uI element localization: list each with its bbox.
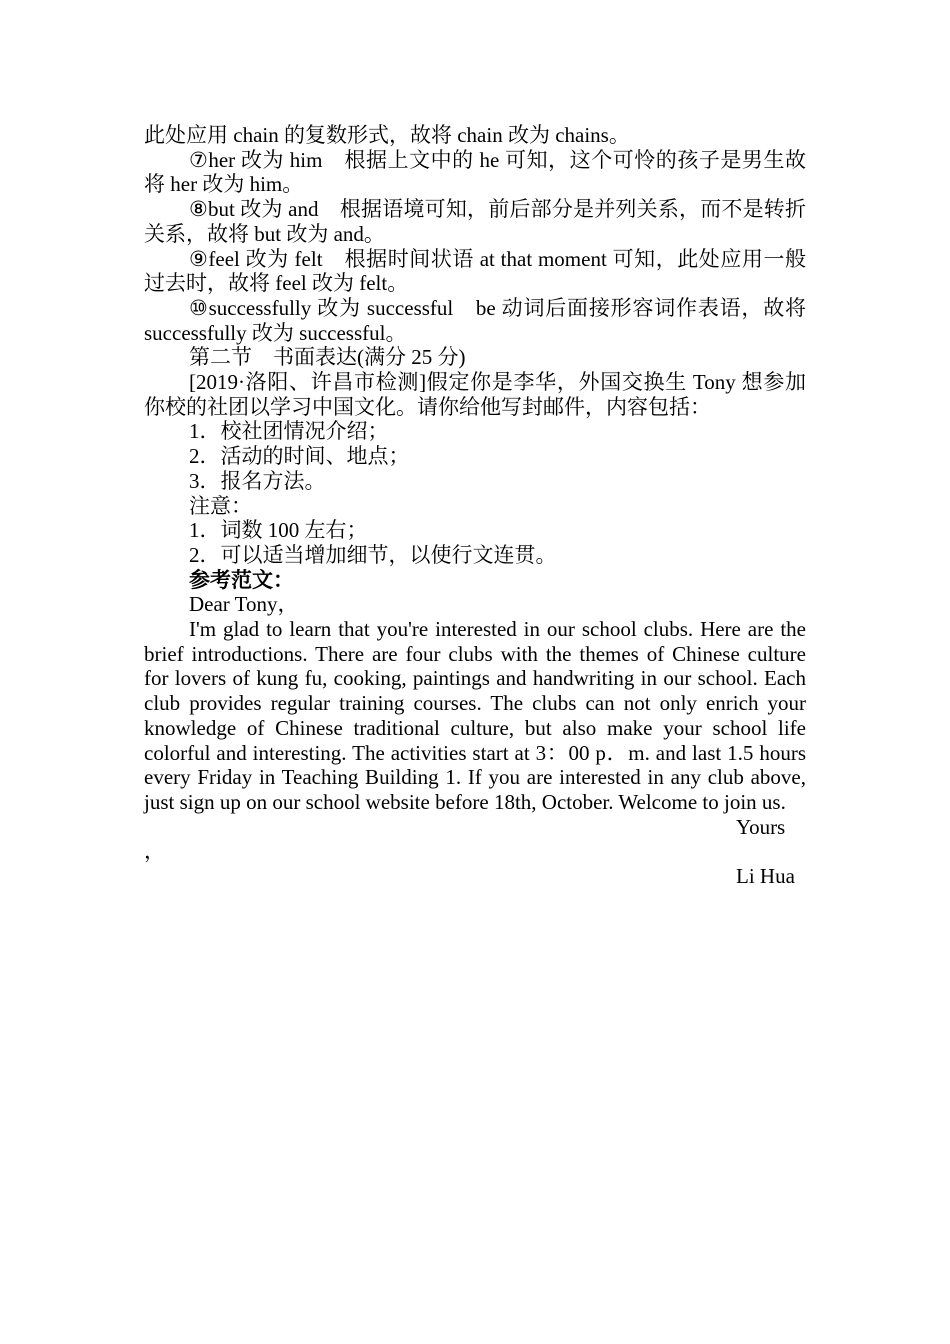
letter-salutation: Dear Tony，	[189, 592, 299, 617]
document-page	[144, 123, 806, 889]
letter-comma: ，	[144, 839, 165, 864]
requirement-3: 3．报名方法。	[189, 468, 326, 493]
letter-closing-line	[144, 815, 806, 840]
requirement-2: 2．活动的时间、地点；	[189, 444, 410, 469]
correction-9: ⑨feel 改为 felt 根据时间状语 at that moment 可知，此处应用一般过去时，故将 feel 改为 felt。	[144, 246, 806, 296]
section-heading: 第二节 书面表达(满分 25 分)	[189, 345, 466, 370]
note-2: 2．可以适当增加细节，以使行文连贯。	[189, 542, 557, 567]
note-1: 1．词数 100 左右；	[189, 518, 368, 543]
letter-closing: Yours	[736, 814, 786, 839]
paragraph-chain-note: 此处应用 chain 的复数形式，故将 chain 改为 chains。	[144, 123, 630, 147]
letter-comma-line	[144, 839, 806, 864]
letter-signature-line	[144, 864, 806, 889]
task-description: [2019·洛阳、许昌市检测]假定你是李华，外国交换生 Tony 想参加你校的社团以学习中国文化。请你给他写封邮件，内容包括：	[144, 370, 806, 419]
sample-label: 参考范文：	[189, 567, 294, 592]
note-label: 注意：	[189, 493, 252, 518]
correction-8: ⑧but 改为 and 根据语境可知，前后部分是并列关系，而不是转折关系，故将 but 改为 and。	[144, 197, 806, 246]
requirement-1: 1．校社团情况介绍；	[189, 419, 389, 444]
letter-body: I'm glad to learn that you're interested in our school clubs. Here are the brief introductions. There are four clubs with the themes of Chinese culture for lovers of kung fu, cooking, paintings and handwriting in our school. Each club provides regular training courses. The clubs can not only enrich your knowledge of Chinese traditional culture, but also make your school life colorful and interesting. The activities start at 3：00 p．m. and last 1.5 hours every Friday in Teaching Building 1. If you are interested in any club above, just sign up on our school website before 18th, October. Welcome to join us.	[144, 617, 806, 814]
correction-7: ⑦her 改为 him 根据上文中的 he 可知，这个可怜的孩子是男生故将 her 改为 him。	[144, 147, 806, 197]
letter-signature: Li Hua	[736, 864, 795, 889]
correction-10: ⑩successfully 改为 successful be 动词后面接形容词作表语，故将 successfully 改为 successful。	[144, 295, 806, 345]
